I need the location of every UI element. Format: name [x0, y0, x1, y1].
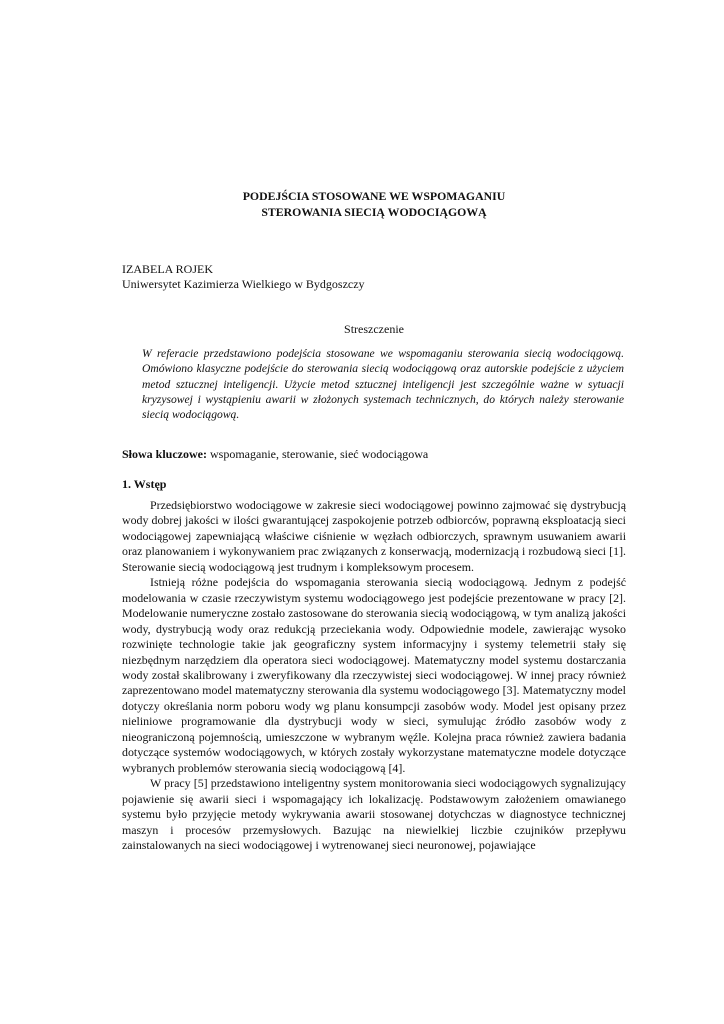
- paper-title: [122, 188, 626, 220]
- keywords: [122, 447, 428, 462]
- paragraph-1: Przedsiębiorstwo wodociągowe w zakresie sieci wodociągowej powinno zajmować się dystrybucją wody dobrej jakości w ilości gwarantującej zaspokojenie potrzeb odbiorców, poprawną eksploatacją sieci wodociągowej zapewniającą właściwe ciśnienie w węzłach odbiorczych, sprawnym usuwaniem awarii oraz planowaniem i wykonywaniem prac związanych z konserwacją, modernizacją i rozbudową sieci [1]. Sterowanie siecią wodociągową jest trudnym i kompleksowym procesem.: [122, 498, 626, 574]
- section-body: [122, 498, 626, 853]
- abstract-text: W referacie przedstawiono podejścia stosowane we wspomaganiu sterowania siecią wodociągową. Omówiono klasyczne podejście do sterowania siecią wodociągową oraz autorskie podejście z użyciem metod sztucznej inteligencji. Użycie metod sztucznej inteligencji jest szczególnie ważne w sytuacji kryzysowej i wystąpieniu awarii w złożonych systemach technicznych, do których należy sterowanie siecią wodociągową.: [142, 347, 624, 422]
- author-block: [122, 262, 365, 292]
- abstract-heading: Streszczenie: [344, 322, 404, 336]
- section-heading: 1. Wstęp: [122, 477, 167, 491]
- keywords-value: wspomaganie, sterowanie, sieć wodociągowa: [210, 447, 429, 461]
- keywords-label: Słowa kluczowe:: [122, 447, 207, 461]
- author-affiliation: Uniwersytet Kazimierza Wielkiego w Bydgoszczy: [122, 277, 365, 291]
- paragraph-3: W pracy [5] przedstawiono inteligentny system monitorowania sieci wodociągowych sygnalizujący pojawienie się awarii sieci i wspomagający ich lokalizację. Podstawowym założeniem omawianego systemu było przyjęcie metody wykrywania awarii stosowanej dotychczas w diagnostyce technicznej maszyn i procesów przemysłowych. Bazując na niewielkiej liczbie czujników przepływu zainstalowanych na sieci wodociągowej i wytrenowanej sieci neuronowej, pojawiające: [122, 776, 626, 852]
- author-name: IZABELA ROJEK: [122, 262, 213, 276]
- paragraph-2: Istnieją różne podejścia do wspomagania sterowania siecią wodociągową. Jednym z podejść modelowania w czasie rzeczywistym systemu wodociągowego jest podejście prezentowane w pracy [2]. Modelowanie numeryczne zostało zastosowane do sterowania siecią wodociągową, w tym analizą jakości wody, dystrybucją wody oraz redukcją przeciekania wody. Odpowiednie modele, zawierając wysoko rozwinięte technologie takie jak geograficzny system informacyjny i systemy telemetrii stały się niezbędnym narzędziem dla operatora sieci wodociągowej. Matematyczny model systemu dostarczania wody został skalibrowany i zweryfikowany dla rzeczywistej sieci wodociągowej. W innej pracy również zaprezentowano model matematyczny sterowania dla systemu wodociągowego [3]. Matematyczny model dotyczy określania norm poboru wody wg planu konsumpcji zasobów wody. Model jest opisany przez nieliniowe programowanie dla dystrybucji wody w sieci, symulując źródło zasobów wody z nieograniczoną pojemnością, umieszczone w wybranym węźle. Kolejna praca również zawiera badania dotyczące systemów wodociągowych, w których zostały wykorzystane matematyczne modele dotyczące wybranych problemów sterowania siecią wodociągową [4].: [122, 575, 626, 775]
- title-line-2: STEROWANIA SIECIĄ WODOCIĄGOWĄ: [261, 205, 487, 219]
- title-line-1: PODEJŚCIA STOSOWANE WE WSPOMAGANIU: [242, 189, 506, 203]
